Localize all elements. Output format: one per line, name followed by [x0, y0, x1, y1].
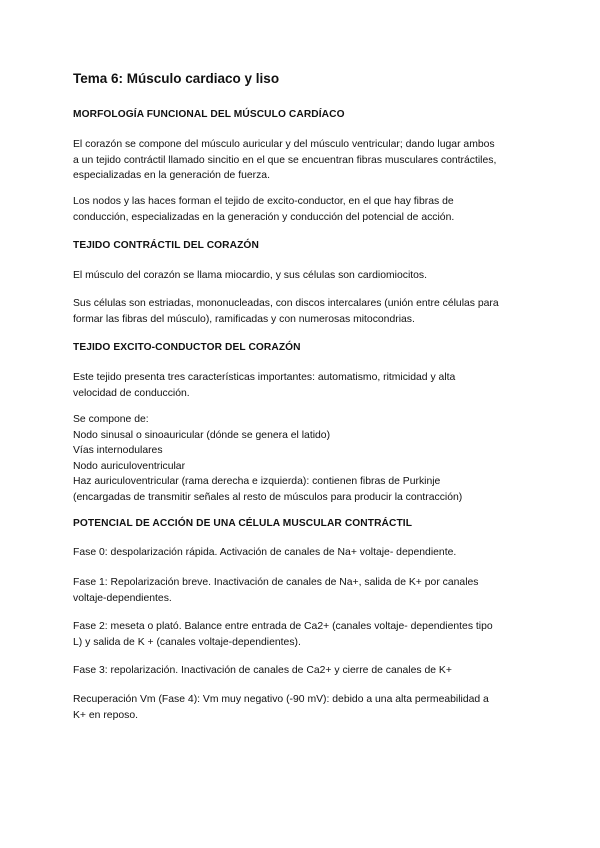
list-item: (encargadas de transmitir señales al resto de músculos para producir la contracción) — [73, 491, 463, 503]
text-line: El corazón se compone del músculo auricular y del músculo ventricular; dando lugar ambos — [73, 139, 495, 150]
text-line: Fase 3: repolarización. Inactivación de canales de Ca2+ y cierre de canales de K+ — [73, 665, 452, 676]
text-line: a un tejido contráctil llamado sincitio en el que se encuentran fibras musculares contráctiles, — [73, 154, 497, 166]
page-title: Tema 6: Músculo cardiaco y liso — [73, 71, 280, 86]
paragraph-miocardio — [73, 268, 533, 284]
text-line: conducción, especializadas en la generación y conducción del potencial de acción. — [73, 211, 455, 223]
list-item: Vías internodulares — [73, 445, 163, 457]
text-line: Sus células son estriadas, mononucleadas, con discos intercalares (unión entre células para — [73, 298, 499, 309]
text-line: K+ en reposo. — [73, 709, 138, 721]
paragraph-corazon-compone — [73, 137, 533, 184]
section-heading-potencial-accion: POTENCIAL DE ACCIÓN DE UNA CÉLULA MUSCULAR CONTRÁCTIL — [73, 518, 413, 529]
text-line: voltaje-dependientes. — [73, 592, 172, 604]
text-line: especializadas en la generación de fuerza. — [73, 170, 270, 182]
section-heading-morfologia: MORFOLOGÍA FUNCIONAL DEL MÚSCULO CARDÍACO — [73, 109, 345, 120]
paragraph-fase-2 — [73, 619, 533, 650]
list-item: Nodo auriculoventricular — [73, 460, 186, 472]
text-line: El músculo del corazón se llama miocardio, y sus células son cardiomiocitos. — [73, 270, 428, 281]
paragraph-nodos-haces — [73, 194, 533, 225]
paragraph-se-compone — [73, 412, 533, 506]
text-line: velocidad de conducción. — [73, 387, 190, 399]
paragraph-celulas-estriadas — [73, 296, 533, 327]
paragraph-fase-0 — [73, 545, 533, 561]
list-item: Nodo sinusal o sinoauricular (dónde se genera el latido) — [73, 429, 331, 441]
text-line: Recuperación Vm (Fase 4): Vm muy negativo (-90 mV): debido a una alta permeabilidad a — [73, 694, 489, 705]
text-line: Fase 0: despolarización rápida. Activación de canales de Na+ voltaje- dependiente. — [73, 547, 457, 558]
paragraph-fase-4 — [73, 692, 533, 723]
text-line: Este tejido presenta tres características importantes: automatismo, ritmicidad y alta — [73, 372, 456, 383]
section-heading-tejido-contractil: TEJIDO CONTRÁCTIL DEL CORAZÓN — [73, 240, 259, 251]
text-line: formar las fibras del músculo), ramificadas y con numerosas mitocondrias. — [73, 313, 415, 325]
text-line: Los nodos y las haces forman el tejido de excito-conductor, en el que hay fibras de — [73, 196, 454, 207]
section-heading-excito-conductor: TEJIDO EXCITO-CONDUCTOR DEL CORAZÓN — [73, 342, 301, 353]
text-line: Se compone de: — [73, 414, 149, 425]
text-line: Fase 2: meseta o plató. Balance entre entrada de Ca2+ (canales voltaje- dependientes tipo — [73, 621, 493, 632]
text-line: L) y salida de K + (canales voltaje-dependientes). — [73, 636, 301, 648]
paragraph-fase-1 — [73, 575, 533, 606]
paragraph-fase-3 — [73, 663, 533, 679]
text-line: Fase 1: Repolarización breve. Inactivación de canales de Na+, salida de K+ por canales — [73, 577, 479, 588]
paragraph-caracteristicas — [73, 370, 533, 401]
list-item: Haz auriculoventricular (rama derecha e izquierda): contienen fibras de Purkinje — [73, 476, 441, 488]
